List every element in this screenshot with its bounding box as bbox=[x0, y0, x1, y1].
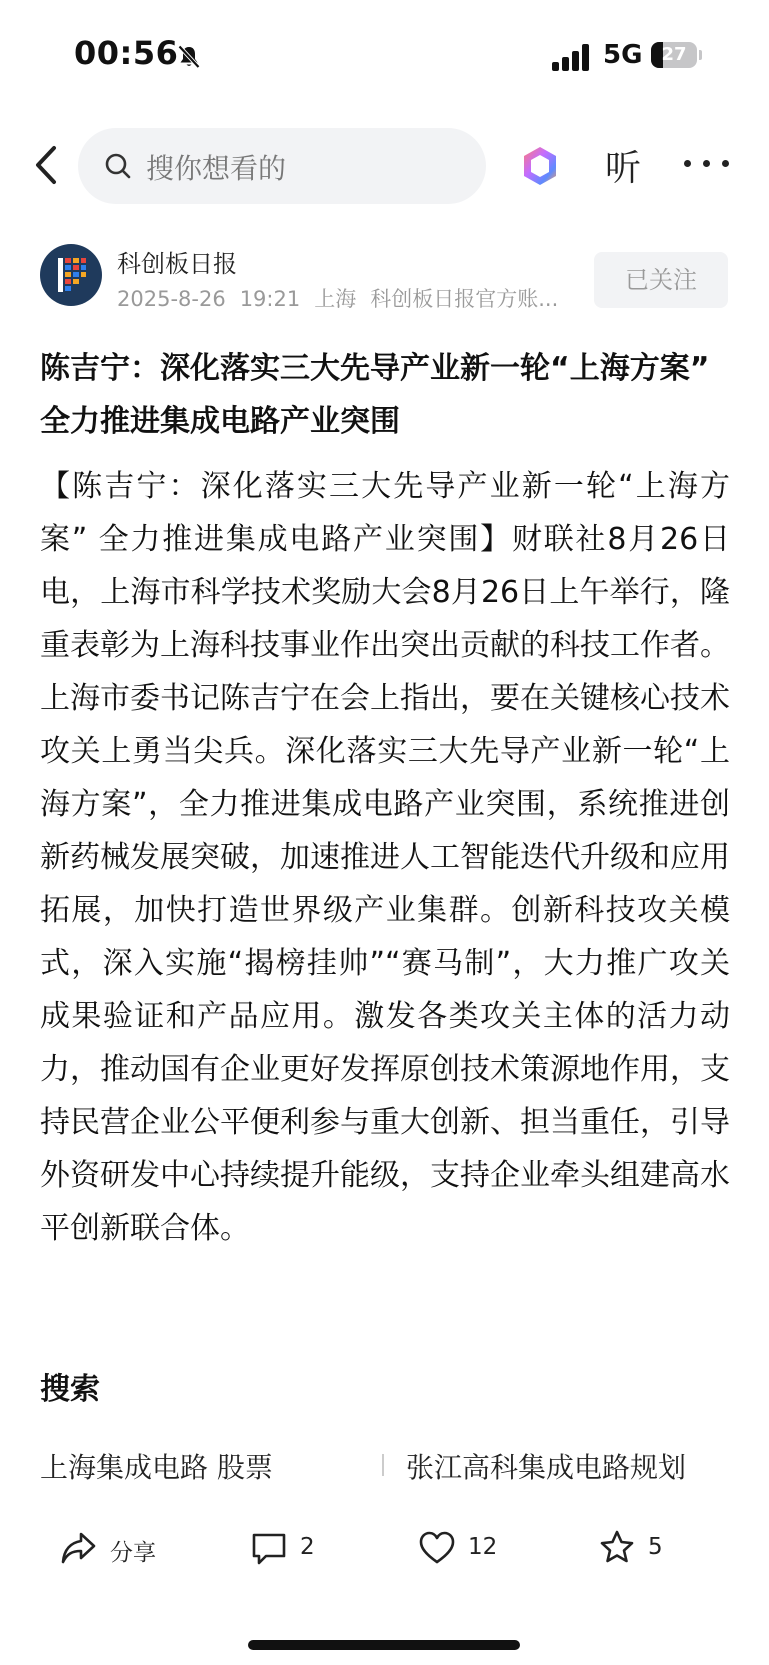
follow-button[interactable]: 已关注 bbox=[594, 252, 728, 308]
home-indicator bbox=[248, 1640, 520, 1650]
share-icon bbox=[60, 1528, 98, 1568]
publish-location: 上海 bbox=[314, 287, 357, 311]
battery-level: 27 bbox=[661, 44, 687, 65]
divider bbox=[382, 1454, 384, 1476]
like-count: 12 bbox=[468, 1534, 498, 1560]
related-search-item[interactable]: 张江高科集成电路规划 bbox=[406, 1451, 687, 1484]
back-icon[interactable] bbox=[28, 140, 68, 190]
author-name[interactable]: 科创板日报 bbox=[117, 250, 237, 278]
avatar[interactable] bbox=[40, 244, 102, 306]
comment-icon bbox=[250, 1528, 288, 1568]
search-placeholder: 搜你想看的 bbox=[146, 152, 287, 185]
comment-count: 2 bbox=[300, 1534, 315, 1560]
related-search-item[interactable]: 上海集成电路 股票 bbox=[40, 1451, 273, 1484]
more-icon[interactable] bbox=[684, 152, 730, 176]
author-logo-icon bbox=[40, 244, 102, 306]
listen-button[interactable]: 听 bbox=[605, 148, 642, 189]
comment-button[interactable] bbox=[250, 1528, 340, 1574]
search-input[interactable] bbox=[78, 128, 486, 204]
ai-assistant-icon[interactable] bbox=[518, 144, 562, 188]
status-time: 00:56 bbox=[74, 34, 179, 72]
article-body: 【陈吉宁：深化落实三大先导产业新一轮“上海方案” 全力推进集成电路产业突围】财联社8月26日电，上海市科学技术奖励大会8月26日上午举行，隆重表彰为上海科技事业作出突出贡献的科技工作者。上海市委书记陈吉宁在会上指出，要在关键核心技术攻关上勇当尖兵。深化落实三大先导产业新一轮“上海方案”，全力推进集成电路产业突围，系统推进创新药械发展突破，加速推进人工智能迭代升级和应用拓展，加快打造世界级产业集群。创新科技攻关模式，深入实施“揭榜挂帅”“赛马制”，大力推广攻关成果验证和产品应用。激发各类攻关主体的活力动力，推动国有企业更好发挥原创技术策源地作用，支持民营企业公平便利参与重大创新、担当重任，引导外资研发中心持续提升能级，支持企业牵头组建高水平创新联合体。 bbox=[40, 469, 730, 1246]
favorite-count: 5 bbox=[648, 1534, 663, 1560]
like-button[interactable] bbox=[418, 1528, 518, 1574]
publish-time: 19:21 bbox=[239, 287, 301, 311]
article-meta bbox=[117, 283, 577, 313]
network-type: 5G bbox=[603, 40, 643, 70]
status-bar bbox=[0, 0, 769, 110]
bell-slash-icon bbox=[176, 44, 202, 70]
signal-icon bbox=[552, 43, 592, 71]
favorite-button[interactable] bbox=[598, 1528, 688, 1574]
share-label: 分享 bbox=[110, 1540, 156, 1566]
heart-icon bbox=[418, 1528, 456, 1568]
search-section-title: 搜索 bbox=[40, 1372, 100, 1407]
share-button[interactable] bbox=[60, 1528, 170, 1574]
battery-icon bbox=[651, 42, 701, 68]
star-icon bbox=[598, 1528, 636, 1568]
publish-date: 2025-8-26 bbox=[117, 287, 226, 311]
search-icon bbox=[104, 152, 132, 180]
article-title: 陈吉宁：深化落实三大先导产业新一轮“上海方案” 全力推进集成电路产业突围 bbox=[40, 351, 710, 439]
account-description: 科创板日报官方账... bbox=[370, 287, 559, 311]
